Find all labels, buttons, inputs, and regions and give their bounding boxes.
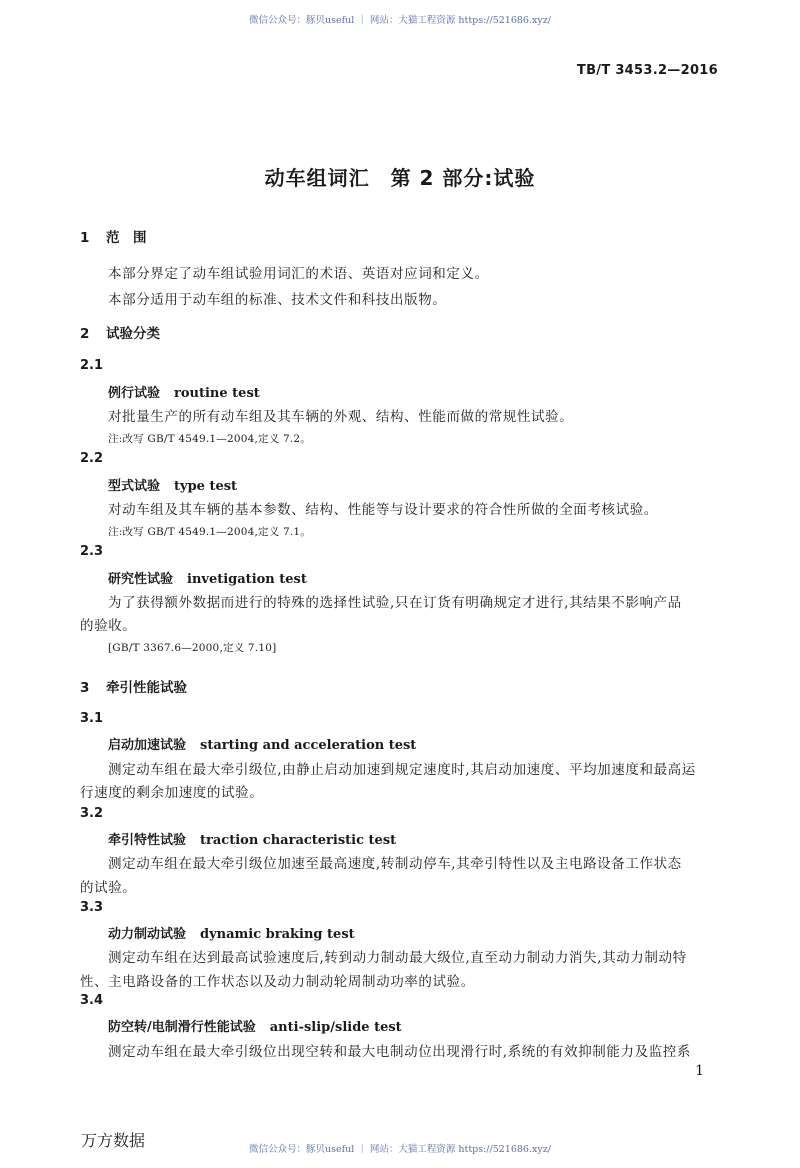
term-heading bbox=[108, 1016, 402, 1035]
section-1-heading bbox=[80, 226, 147, 246]
term-en: type test bbox=[174, 479, 238, 494]
definition-continued: 性、主电路设备的工作状态以及动力制动轮周制动功率的试验。 bbox=[80, 974, 475, 990]
section-title: 范 围 bbox=[106, 230, 147, 246]
term-cn: 防空转/电制滑行性能试验 bbox=[108, 1020, 256, 1035]
clause-number: 3.1 bbox=[80, 711, 104, 726]
term-note: 注:改写 GB/T 4549.1—2004,定义 7.1。 bbox=[108, 526, 311, 538]
definition: 测定动车组在最大牵引级位出现空转和最大电制动位出现滑行时,系统的有效抑制能力及监控系 bbox=[108, 1044, 691, 1060]
term-cn: 型式试验 bbox=[108, 479, 161, 494]
term-note: 注:改写 GB/T 4549.1—2004,定义 7.2。 bbox=[108, 433, 311, 445]
standard-code: TB/T 3453.2—2016 bbox=[576, 63, 718, 78]
clause-number: 2.2 bbox=[80, 451, 104, 466]
term-heading bbox=[108, 734, 416, 753]
definition: 测定动车组在达到最高试验速度后,转到动力制动最大级位,直至动力制动力消失,其动力制动特 bbox=[108, 950, 687, 966]
definition: 测定动车组在最大牵引级位加速至最高速度,转制动停车,其牵引特性以及主电路设备工作状态 bbox=[108, 856, 682, 872]
term-en: starting and acceleration test bbox=[200, 738, 417, 753]
document-title: 动车组词汇 第 2 部分:试验 bbox=[264, 166, 536, 190]
definition-continued: 的验收。 bbox=[80, 618, 137, 634]
section-number: 2 bbox=[80, 326, 90, 342]
clause-number: 2.3 bbox=[80, 544, 104, 559]
watermark-top: 微信公众号：豚贝useful ｜ 网站：大猫工程资源 https://521686.xyz/ bbox=[249, 15, 551, 26]
footer-logo: 万方数据 bbox=[81, 1131, 146, 1150]
clause-number: 3.4 bbox=[80, 993, 104, 1008]
term-heading bbox=[108, 475, 237, 494]
clause-number: 3.2 bbox=[80, 806, 104, 821]
section-2-heading bbox=[80, 322, 160, 342]
definition-continued: 的试验。 bbox=[80, 880, 137, 896]
term-heading bbox=[108, 923, 355, 942]
term-en: invetigation test bbox=[187, 572, 307, 587]
term-en: anti-slip/slide test bbox=[269, 1020, 402, 1035]
term-cn: 牵引特性试验 bbox=[108, 833, 187, 848]
term-cn: 动力制动试验 bbox=[108, 927, 187, 942]
term-source: [GB/T 3367.6—2000,定义 7.10] bbox=[108, 642, 277, 654]
section-number: 1 bbox=[80, 230, 90, 246]
term-heading bbox=[108, 382, 260, 401]
paragraph: 本部分界定了动车组试验用词汇的术语、英语对应词和定义。 bbox=[108, 266, 489, 282]
section-title: 试验分类 bbox=[106, 326, 160, 342]
watermark-bottom: 微信公众号：豚贝useful ｜ 网站：大猫工程资源 https://521686.xyz/ bbox=[249, 1144, 551, 1155]
definition: 为了获得额外数据而进行的特殊的选择性试验,只在订货有明确规定才进行,其结果不影响产品 bbox=[108, 595, 682, 611]
term-en: routine test bbox=[174, 386, 260, 401]
clause-number: 3.3 bbox=[80, 900, 104, 915]
section-3-heading bbox=[80, 676, 187, 696]
clause-number: 2.1 bbox=[80, 358, 104, 373]
section-number: 3 bbox=[80, 680, 90, 696]
term-cn: 研究性试验 bbox=[108, 572, 174, 587]
term-en: traction characteristic test bbox=[200, 833, 397, 848]
section-title: 牵引性能试验 bbox=[106, 680, 187, 696]
page-number: 1 bbox=[695, 1063, 704, 1079]
definition: 对批量生产的所有动车组及其车辆的外观、结构、性能而做的常规性试验。 bbox=[108, 409, 574, 425]
term-cn: 例行试验 bbox=[108, 386, 161, 401]
term-cn: 启动加速试验 bbox=[108, 738, 187, 753]
definition: 测定动车组在最大牵引级位,由静止启动加速到规定速度时,其启动加速度、平均加速度和最高运 bbox=[108, 762, 696, 778]
paragraph: 本部分适用于动车组的标准、技术文件和科技出版物。 bbox=[108, 292, 447, 308]
term-heading bbox=[108, 568, 307, 587]
term-en: dynamic braking test bbox=[200, 927, 355, 942]
term-heading bbox=[108, 829, 396, 848]
definition: 对动车组及其车辆的基本参数、结构、性能等与设计要求的符合性所做的全面考核试验。 bbox=[108, 502, 658, 518]
definition-continued: 行速度的剩余加速度的试验。 bbox=[80, 785, 264, 801]
